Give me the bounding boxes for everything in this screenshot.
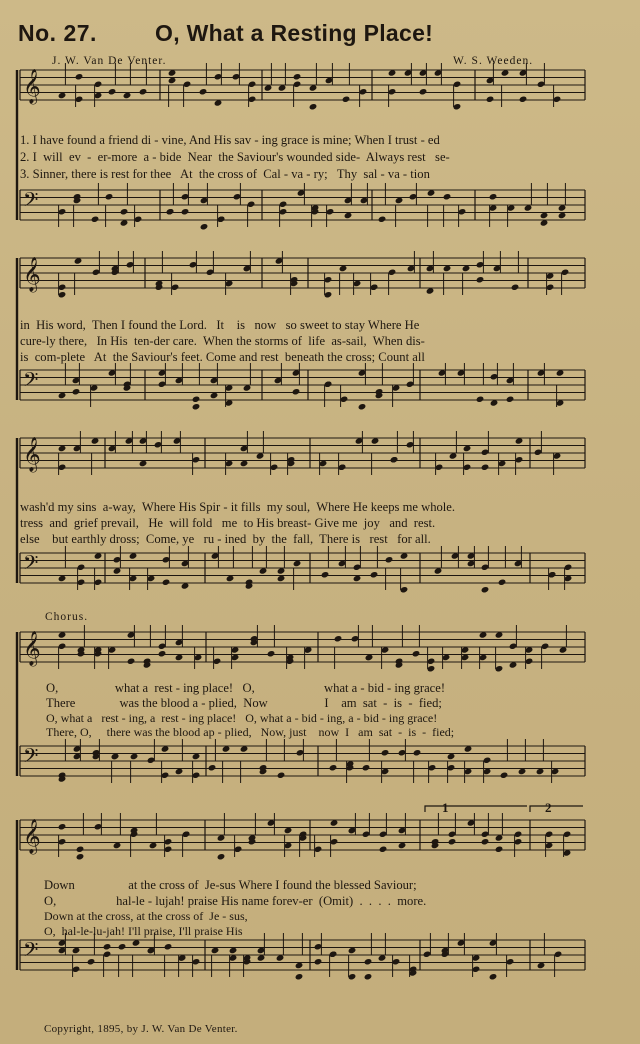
clef-icon: 𝄢 bbox=[23, 551, 39, 579]
clef-icon: 𝄞 bbox=[23, 257, 41, 292]
lyric-line: O, what a rest - ing, a rest - ing place! O, what a - bid - ing, a - bid - ing grace! bbox=[46, 711, 438, 725]
chorus-label: Chorus. bbox=[45, 611, 89, 623]
lyric-line: 1. I have found a friend di - vine, And His sav - ing grace is mine; When I trust - ed bbox=[20, 133, 440, 147]
lyric-line: 3. Sinner, there is rest for thee At the cross of Cal - va - ry; Thy sal - va - tion bbox=[20, 167, 430, 181]
clef-icon: 𝄢 bbox=[23, 188, 39, 216]
lyric-line: cure-ly there, In His ten-der care. When the storms of life as-sail, When dis- bbox=[20, 334, 425, 348]
lyric-line: O, what a rest - ing place! O, what a - bid - ing grace! bbox=[46, 681, 446, 695]
hymn-title: O, What a Resting Place! bbox=[155, 20, 434, 46]
lyric-line: wash'd my sins a-way, Where His Spir - it fills my soul, Where He keeps me whole. bbox=[20, 500, 456, 514]
bass-staff bbox=[20, 370, 585, 400]
lyric-line: O, hal-le - lujah! praise His name forev-er (Omit) . . . . more. bbox=[44, 894, 427, 908]
lyric-line: else but earthly dross; Come, ye ru - ined by the fall, There is rest for all. bbox=[20, 532, 431, 546]
lyric-line: 2. I will ev - er-more a - bide Near the Saviour's wounded side- Always rest se- bbox=[20, 150, 450, 164]
clef-icon: 𝄢 bbox=[23, 938, 39, 966]
lyric-line: is com-plete At the Saviour's feet. Come and rest beneath the cross; Count all bbox=[20, 350, 425, 364]
lyric-line: O, hal-le-lu-jah! I'll praise, I'll praise His bbox=[44, 924, 243, 938]
lyric-line: Down at the cross, at the cross of Je - sus, bbox=[44, 909, 248, 923]
clef-icon: 𝄞 bbox=[23, 819, 41, 854]
lyric-line: tress and grief prevail, He will fold me to His breast- Give me joy and rest. bbox=[20, 516, 436, 530]
clef-icon: 𝄞 bbox=[23, 437, 41, 472]
lyricist-credit: J. W. Van De Venter. bbox=[52, 55, 167, 67]
treble-staff bbox=[20, 70, 585, 100]
clef-icon: 𝄢 bbox=[23, 744, 39, 772]
hymn-number: No. 27. bbox=[18, 20, 97, 46]
lyric-line: There was the blood a - plied, Now I am sat - is - fied; bbox=[46, 696, 442, 710]
clef-icon: 𝄢 bbox=[23, 368, 39, 396]
lyric-line: Down at the cross of Je-sus Where I found the blessed Saviour; bbox=[44, 878, 417, 892]
clef-icon: 𝄞 bbox=[23, 631, 41, 666]
lyric-line: in His word, Then I found the Lord. It is now so sweet to stay Where He bbox=[20, 318, 420, 332]
composer-credit: W. S. Weeden. bbox=[453, 55, 534, 67]
clef-icon: 𝄞 bbox=[23, 69, 41, 104]
first-ending-label: 1 bbox=[442, 800, 449, 815]
lyric-line: There, O, there was the blood ap - plied, Now, just now I am sat - is - fied; bbox=[46, 725, 455, 739]
copyright-notice: Copyright, 1895, by J. W. Van De Venter. bbox=[44, 1023, 238, 1035]
second-ending-label: 2 bbox=[545, 800, 552, 815]
